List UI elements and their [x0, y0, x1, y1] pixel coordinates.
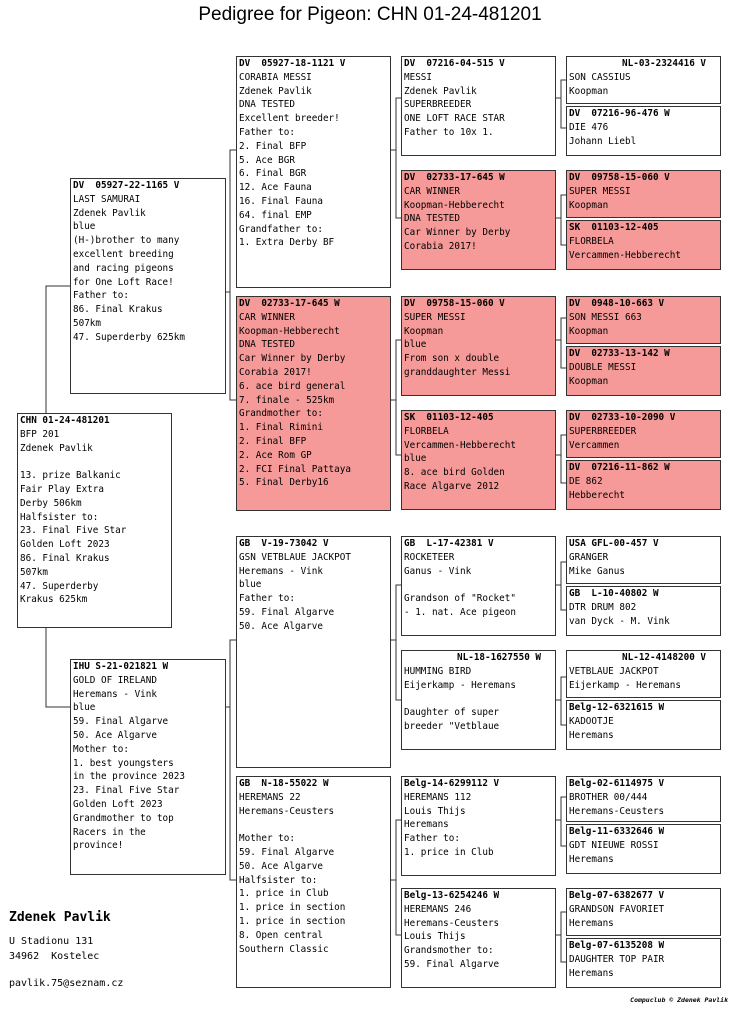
- gen3-details: [404, 551, 553, 620]
- gen3-ring-number: DV 09758-15-060 V: [404, 298, 505, 309]
- detail-line: Koopman: [569, 375, 609, 387]
- detail-line: Father to:: [239, 126, 295, 138]
- gen4-ring-number: DV 0948-10-663 V: [569, 298, 665, 309]
- detail-line: SUPER MESSI: [404, 311, 466, 323]
- detail-line: 6. Final BGR: [239, 168, 307, 180]
- detail-line: CAR WINNER: [239, 311, 295, 323]
- detail-line: [20, 455, 169, 469]
- gen4-ring-number: SK 01103-12-405: [569, 222, 659, 233]
- detail-line: LAST SAMURAI: [73, 193, 141, 205]
- gen3-details: [404, 311, 553, 380]
- subject-pigeon-card[interactable]: [17, 413, 172, 628]
- subject-ring-number: CHN 01-24-481201: [20, 415, 110, 426]
- detail-line: 59. Final Algarve: [239, 606, 335, 618]
- detail-line: HUMMING BIRD: [404, 665, 472, 677]
- gen3-ring-number: GB L-17-42381 V: [404, 538, 494, 549]
- detail-line: 2. FCI Final Pattaya: [239, 463, 351, 475]
- gen4-ring-number: DV 07216-96-476 W: [569, 108, 670, 119]
- gen3-ring-number: Belg-14-6299112 V: [404, 778, 500, 789]
- gen4-details: [569, 361, 718, 389]
- detail-line: Koopman: [569, 85, 609, 97]
- detail-line: Corabia 2017!: [404, 240, 477, 252]
- detail-line: 1. price in section: [239, 902, 346, 914]
- detail-line: DIE 476: [569, 121, 609, 133]
- gen3-ring-number: Belg-13-6254246 W: [404, 890, 500, 901]
- paternal-grandfather-card[interactable]: [236, 56, 391, 288]
- detail-line: and racing pigeons: [73, 262, 174, 274]
- detail-line: ONE LOFT RACE STAR: [404, 113, 505, 125]
- footer-credit: Compuclub © Zdenek Pavlik: [630, 996, 728, 1004]
- detail-line: Southern Classic: [239, 943, 329, 955]
- detail-line: FLORBELA: [569, 235, 614, 247]
- detail-line: Grandfather to:: [239, 223, 323, 235]
- detail-line: From son x double: [404, 353, 500, 365]
- detail-line: Excellent breeder!: [239, 113, 340, 125]
- gen4-ring-number: Belg-12-6321615 W: [569, 702, 665, 713]
- detail-line: 50. Ace Algarve: [239, 620, 323, 632]
- detail-line: province!: [73, 840, 124, 852]
- gen4-details: [569, 71, 718, 99]
- gen4-details: [569, 425, 718, 453]
- detail-line: Car Winner by Derby: [404, 227, 511, 239]
- detail-line: 7. finale - 525km: [239, 394, 335, 406]
- detail-line: BFP 201: [20, 428, 60, 440]
- gen4-card-1[interactable]: [566, 56, 721, 104]
- detail-line: CAR WINNER: [404, 185, 460, 197]
- detail-line: Eijerkamp - Heremans: [569, 679, 681, 691]
- detail-line: FLORBELA: [404, 425, 449, 437]
- detail-line: 59. Final Algarve: [404, 958, 500, 970]
- father-details: [73, 193, 223, 345]
- gen4-card-13[interactable]: [566, 776, 721, 822]
- detail-line: 1. Final Rimini: [239, 422, 323, 434]
- detail-line: 16. Final Fauna: [239, 195, 323, 207]
- detail-line: Heremans: [569, 917, 614, 929]
- detail-line: blue: [404, 453, 427, 465]
- paternal-grandmother-ring-number: DV 02733-17-645 W: [239, 298, 340, 309]
- gen4-card-12[interactable]: [566, 700, 721, 750]
- detail-line: SUPERBREEDER: [404, 99, 472, 111]
- gen3-ring-number: NL-18-1627550 W: [457, 652, 541, 663]
- gen3-card-2[interactable]: [401, 170, 556, 270]
- detail-line: 1. Extra Derby BF: [239, 237, 335, 249]
- gen4-details: [569, 235, 718, 263]
- gen4-ring-number: NL-12-4148200 V: [622, 652, 706, 663]
- detail-line: Zdenek Pavlik: [73, 207, 146, 219]
- detail-line: SON CASSIUS: [569, 71, 631, 83]
- detail-line: 23. Final Five Star: [20, 525, 127, 537]
- detail-line: 1. price in Club: [239, 888, 329, 900]
- detail-line: 5. Ace BGR: [239, 154, 295, 166]
- gen4-details: [569, 665, 718, 693]
- detail-line: Grandson of "Rocket": [404, 593, 516, 605]
- detail-line: Louis Thijs: [404, 931, 466, 943]
- gen4-card-8[interactable]: [566, 460, 721, 510]
- detail-line: excellent breeding: [73, 248, 174, 260]
- detail-line: MESSI: [404, 71, 432, 83]
- detail-line: GRANDSON FAVORIET: [569, 903, 665, 915]
- detail-line: SUPER MESSI: [569, 185, 631, 197]
- gen4-card-14[interactable]: [566, 824, 721, 874]
- maternal-grandmother-card[interactable]: [236, 776, 391, 988]
- gen4-details: [569, 551, 718, 579]
- detail-line: HEREMANS 112: [404, 791, 472, 803]
- maternal-grandfather-details: [239, 551, 388, 634]
- detail-line: 2. Ace Rom GP: [239, 449, 312, 461]
- detail-line: Derby 506km: [20, 497, 82, 509]
- detail-line: Heremans: [569, 729, 614, 741]
- detail-line: 86. Final Krakus: [20, 552, 110, 564]
- detail-line: Koopman-Hebberecht: [239, 325, 340, 337]
- detail-line: Father to:: [73, 290, 129, 302]
- father-card[interactable]: [70, 178, 226, 394]
- detail-line: 8. Open central: [239, 929, 323, 941]
- detail-line: van Dyck - M. Vink: [569, 615, 670, 627]
- detail-line: BROTHER 00/444: [569, 791, 648, 803]
- gen4-card-11[interactable]: [566, 650, 721, 698]
- gen3-card-7[interactable]: [401, 776, 556, 876]
- detail-line: KADOOTJE: [569, 715, 614, 727]
- detail-line: GSN VETBLAUE JACKPOT: [239, 551, 351, 563]
- detail-line: SUPERBREEDER: [569, 425, 637, 437]
- detail-line: 59. Final Algarve: [73, 716, 169, 728]
- gen4-ring-number: Belg-11-6332646 W: [569, 826, 665, 837]
- detail-line: Johann Liebl: [569, 135, 637, 147]
- detail-line: Mother to:: [239, 833, 295, 845]
- owner-email[interactable]: pavlik.75@seznam.cz: [9, 978, 124, 989]
- maternal-grandmother-details: [239, 791, 388, 957]
- detail-line: [239, 818, 388, 832]
- detail-line: 34962 Kostelec: [9, 951, 100, 962]
- maternal-grandfather-ring-number: GB V-19-73042 V: [239, 538, 329, 549]
- detail-line: Vercammen-Hebberecht: [569, 249, 681, 261]
- detail-line: [404, 578, 553, 592]
- mother-card[interactable]: [70, 659, 226, 875]
- detail-line: 12. Ace Fauna: [239, 182, 312, 194]
- detail-line: [404, 692, 553, 706]
- gen3-details: [404, 425, 553, 494]
- gen4-card-4[interactable]: [566, 220, 721, 270]
- gen3-card-8[interactable]: [401, 888, 556, 988]
- gen4-details: [569, 903, 718, 931]
- detail-line: Halfsister to:: [20, 511, 99, 523]
- gen4-ring-number: DV 07216-11-862 W: [569, 462, 670, 473]
- detail-line: Heremans: [569, 967, 614, 979]
- mother-details: [73, 674, 223, 853]
- detail-line: Krakus 625km: [20, 594, 88, 606]
- gen4-card-16[interactable]: [566, 938, 721, 988]
- maternal-grandfather-card[interactable]: [236, 536, 391, 768]
- paternal-grandmother-card[interactable]: [236, 296, 391, 511]
- gen4-card-15[interactable]: [566, 888, 721, 936]
- detail-line: - 1. nat. Ace pigeon: [404, 606, 516, 618]
- detail-line: GOLD OF IRELAND: [73, 674, 157, 686]
- detail-line: 86. Final Krakus: [73, 304, 163, 316]
- gen4-ring-number: GB L-10-40802 W: [569, 588, 659, 599]
- gen4-ring-number: DV 02733-13-142 W: [569, 348, 670, 359]
- detail-line: DNA TESTED: [239, 99, 295, 111]
- gen4-card-7[interactable]: [566, 410, 721, 458]
- detail-line: GRANGER: [569, 551, 609, 563]
- detail-line: Zdenek Pavlik: [404, 85, 477, 97]
- detail-line: 2. Final BFP: [239, 435, 307, 447]
- gen3-details: [404, 903, 553, 972]
- gen4-ring-number: Belg-02-6114975 V: [569, 778, 665, 789]
- detail-line: Golden Loft 2023: [20, 539, 110, 551]
- gen4-details: [569, 121, 718, 149]
- gen4-ring-number: USA GFL-00-457 V: [569, 538, 659, 549]
- gen4-details: [569, 715, 718, 743]
- gen3-ring-number: SK 01103-12-405: [404, 412, 494, 423]
- detail-line: Vercammen-Hebberecht: [404, 439, 516, 451]
- paternal-grandmother-details: [239, 311, 388, 490]
- gen3-card-5[interactable]: [401, 536, 556, 636]
- detail-line: 2. Final BFP: [239, 140, 307, 152]
- father-ring-number: DV 05927-22-1165 V: [73, 180, 180, 191]
- detail-line: Hebberecht: [569, 489, 625, 501]
- detail-line: DNA TESTED: [239, 339, 295, 351]
- gen3-card-1[interactable]: [401, 56, 556, 156]
- detail-line: Vercammen: [569, 439, 620, 451]
- detail-line: Halfsister to:: [239, 874, 318, 886]
- detail-line: DOUBLE MESSI: [569, 361, 637, 373]
- detail-line: Car Winner by Derby: [239, 353, 346, 365]
- detail-line: Heremans-Ceusters: [239, 805, 335, 817]
- detail-line: DAUGHTER TOP PAIR: [569, 953, 665, 965]
- detail-line: DE 862: [569, 475, 603, 487]
- detail-line: 50. Ace Algarve: [73, 729, 157, 741]
- detail-line: granddaughter Messi: [404, 366, 511, 378]
- detail-line: 64. final EMP: [239, 209, 312, 221]
- gen3-ring-number: DV 02733-17-645 W: [404, 172, 505, 183]
- detail-line: Louis Thijs: [404, 805, 466, 817]
- gen4-card-10[interactable]: [566, 586, 721, 636]
- detail-line: in the province 2023: [73, 771, 185, 783]
- detail-line: blue: [239, 579, 262, 591]
- gen4-ring-number: Belg-07-6135208 W: [569, 940, 665, 951]
- gen3-details: [404, 665, 553, 734]
- detail-line: Heremans - Vink: [73, 688, 157, 700]
- gen3-ring-number: DV 07216-04-515 V: [404, 58, 505, 69]
- gen4-card-5[interactable]: [566, 296, 721, 344]
- gen3-details: [404, 71, 553, 140]
- detail-line: Zdenek Pavlik: [239, 85, 312, 97]
- detail-line: CORABIA MESSI: [239, 71, 312, 83]
- detail-line: Heremans-Ceusters: [569, 805, 665, 817]
- gen3-card-6[interactable]: [401, 650, 556, 750]
- detail-line: 50. Ace Algarve: [239, 860, 323, 872]
- detail-line: Father to:: [404, 833, 460, 845]
- detail-line: Racers in the: [73, 826, 146, 838]
- gen4-ring-number: DV 02733-10-2090 V: [569, 412, 676, 423]
- detail-line: Grandmother to top: [73, 812, 174, 824]
- detail-line: 507km: [73, 317, 101, 329]
- detail-line: Heremans-Ceusters: [404, 917, 500, 929]
- detail-line: blue: [73, 702, 96, 714]
- detail-line: breeder "Vetblaue: [404, 720, 500, 732]
- detail-line: 47. Superderby: [20, 580, 99, 592]
- detail-line: 6. ace bird general: [239, 380, 346, 392]
- maternal-grandmother-ring-number: GB N-18-55022 W: [239, 778, 329, 789]
- gen4-ring-number: Belg-07-6382677 V: [569, 890, 665, 901]
- detail-line: Heremans - Vink: [239, 565, 323, 577]
- detail-line: (H-)brother to many: [73, 235, 180, 247]
- detail-line: Koopman: [404, 325, 444, 337]
- paternal-grandfather-details: [239, 71, 388, 250]
- detail-line: 23. Final Five Star: [73, 785, 180, 797]
- detail-line: 59. Final Algarve: [239, 846, 335, 858]
- detail-line: Daughter of super: [404, 707, 500, 719]
- owner-address: [9, 934, 99, 964]
- detail-line: Eijerkamp - Heremans: [404, 679, 516, 691]
- detail-line: ROCKETEER: [404, 551, 455, 563]
- detail-line: DTR DRUM 802: [569, 601, 637, 613]
- gen4-details: [569, 601, 718, 629]
- detail-line: Koopman: [569, 199, 609, 211]
- detail-line: 1. price in section: [239, 915, 346, 927]
- detail-line: Father to:: [239, 593, 295, 605]
- detail-line: Grandsmother to:: [404, 945, 494, 957]
- gen4-details: [569, 311, 718, 339]
- detail-line: 5. Final Derby16: [239, 477, 329, 489]
- detail-line: Father to 10x 1.: [404, 126, 494, 138]
- detail-line: for One Loft Race!: [73, 276, 174, 288]
- detail-line: 47. Superderby 625km: [73, 331, 185, 343]
- detail-line: Race Algarve 2012: [404, 480, 500, 492]
- gen3-details: [404, 791, 553, 860]
- gen4-card-6[interactable]: [566, 346, 721, 396]
- detail-line: Heremans: [569, 853, 614, 865]
- subject-details: [20, 428, 169, 607]
- page-title: Pedigree for Pigeon: CHN 01-24-481201: [198, 4, 542, 25]
- owner-name: Zdenek Pavlik: [9, 910, 111, 925]
- detail-line: DNA TESTED: [404, 213, 460, 225]
- mother-ring-number: IHU S-21-021821 W: [73, 661, 169, 672]
- detail-line: blue: [73, 221, 96, 233]
- detail-line: Ganus - Vink: [404, 565, 472, 577]
- detail-line: HEREMANS 22: [239, 791, 301, 803]
- detail-line: VETBLAUE JACKPOT: [569, 665, 659, 677]
- detail-line: 1. price in Club: [404, 846, 494, 858]
- detail-line: HEREMANS 246: [404, 903, 472, 915]
- detail-line: Corabia 2017!: [239, 366, 312, 378]
- detail-line: SON MESSI 663: [569, 311, 642, 323]
- detail-line: Fair Play Extra: [20, 483, 104, 495]
- gen3-card-4[interactable]: [401, 410, 556, 510]
- gen4-details: [569, 953, 718, 981]
- detail-line: 1. best youngsters: [73, 757, 174, 769]
- gen4-details: [569, 791, 718, 819]
- gen4-ring-number: DV 09758-15-060 V: [569, 172, 670, 183]
- detail-line: U Stadionu 131: [9, 936, 94, 947]
- detail-line: Heremans: [404, 819, 449, 831]
- detail-line: 8. ace bird Golden: [404, 467, 505, 479]
- gen4-details: [569, 185, 718, 213]
- detail-line: Koopman-Hebberecht: [404, 199, 505, 211]
- detail-line: Golden Loft 2023: [73, 798, 163, 810]
- gen4-card-2[interactable]: [566, 106, 721, 156]
- gen3-card-3[interactable]: [401, 296, 556, 396]
- gen4-details: [569, 839, 718, 867]
- detail-line: Mother to:: [73, 743, 129, 755]
- detail-line: Koopman: [569, 325, 609, 337]
- gen4-details: [569, 475, 718, 503]
- detail-line: Mike Ganus: [569, 565, 625, 577]
- gen4-ring-number: NL-03-2324416 V: [622, 58, 706, 69]
- gen4-card-9[interactable]: [566, 536, 721, 584]
- detail-line: blue: [404, 339, 427, 351]
- detail-line: 13. prize Balkanic: [20, 470, 121, 482]
- gen4-card-3[interactable]: [566, 170, 721, 218]
- detail-line: GDT NIEUWE ROSSI: [569, 839, 659, 851]
- detail-line: Grandmother to:: [239, 408, 323, 420]
- detail-line: 507km: [20, 566, 48, 578]
- gen3-details: [404, 185, 553, 254]
- detail-line: Zdenek Pavlik: [20, 442, 93, 454]
- paternal-grandfather-ring-number: DV 05927-18-1121 V: [239, 58, 346, 69]
